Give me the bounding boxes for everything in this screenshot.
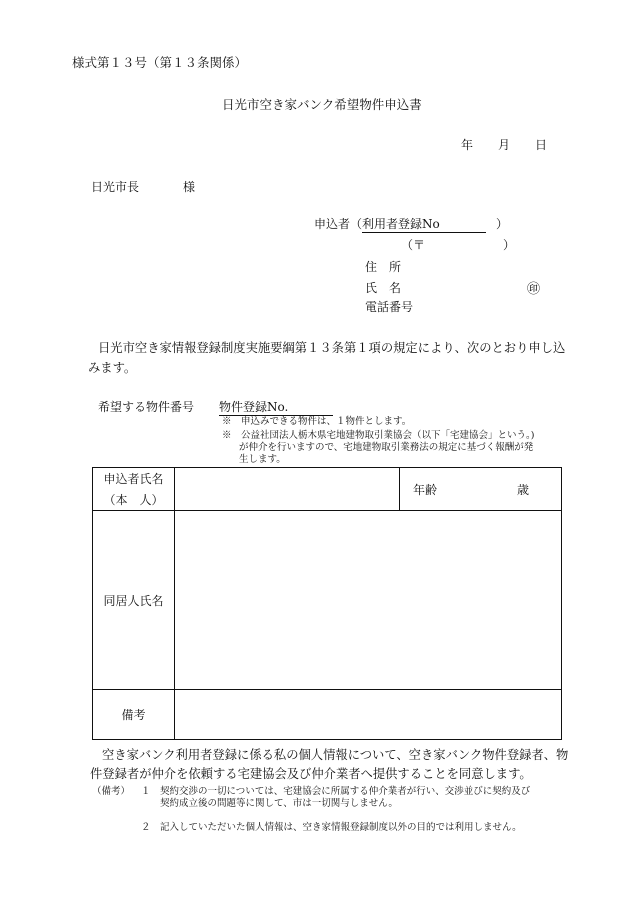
cohabitant-input[interactable] (175, 511, 562, 690)
property-registration-field[interactable] (219, 398, 333, 416)
property-note-2-cont: が仲介を行いますので、宅地建物取引業務法の規定に基づく報酬が発 (239, 442, 534, 453)
remarks-label: 備考 (121, 708, 146, 722)
body-text-line1: 日光市空き家情報登録制度実施要綱第１３条第１項の規定により、次のとおり申し込 (98, 341, 566, 355)
seal-mark-icon: ㊞ (527, 282, 541, 297)
form-number: 様式第１３号（第１３条関係） (72, 55, 248, 70)
cohabitant-row (93, 511, 562, 690)
document-title: 日光市空き家バンク希望物件申込書 (222, 97, 422, 112)
addressee-name: 日光市長 (91, 180, 140, 194)
age-unit: 歳 (516, 482, 529, 497)
consent-line1: 空き家バンク利用者登録に係る私の個人情報について、空き家バンク物件登録者、物 (102, 748, 569, 762)
remarks-input[interactable] (175, 690, 562, 740)
property-note-1: ※ 申込みできる物件は、１物件とします。 (222, 416, 412, 427)
property-note-2-end: 生します。 (239, 454, 286, 465)
age-label-cell (400, 468, 451, 511)
applicant-name-input[interactable] (175, 468, 400, 511)
postal-code-label: （〒 (401, 238, 426, 252)
age-label: 年齢 (412, 482, 437, 497)
applicant-info (314, 215, 508, 233)
applicant-self-label: （本 人） (103, 493, 164, 507)
date-year-label: 年 (461, 138, 474, 152)
date-day-label: 日 (535, 138, 548, 152)
consent-line2: 件登録者が仲介を依頼する宅建協会及び仲介業者へ提供することを同意します。 (90, 767, 532, 781)
applicant-table (92, 467, 562, 740)
applicant-name-header (93, 468, 175, 511)
property-note-2: ※ 公益社団法人栃木県宅地建物取引業協会（以下「宅建協会」という。) (222, 430, 535, 441)
user-registration-field[interactable] (362, 215, 486, 233)
remarks-row (93, 690, 562, 740)
applicant-name-label: 申込者氏名 (103, 472, 164, 486)
property-registration-label: 物件登録No. (219, 400, 289, 414)
cohabitant-label: 同居人氏名 (103, 593, 164, 608)
phone-label: 電話番号 (365, 300, 414, 314)
addressee-honorific: 様 (183, 180, 196, 194)
address-label: 住 所 (365, 260, 402, 274)
date-month-label: 月 (498, 138, 511, 152)
postal-close-paren: ） (503, 238, 516, 252)
age-input[interactable] (450, 468, 562, 511)
postal-code-field[interactable] (401, 236, 515, 253)
note-1-line1: 契約交渉の一切については、宅建協会に所属する仲介業者が行い、交渉並びに契約及び (160, 786, 531, 797)
property-number-label: 希望する物件番号 (98, 400, 195, 414)
note-1-line2: 契約成立後の問題等に関して、市は一切関与しません。 (160, 798, 398, 809)
name-label: 氏 名 (365, 281, 402, 295)
notes-label: （備考） (92, 786, 131, 797)
cohabitant-label-cell (93, 511, 175, 690)
applicant-label: 申込者（ (314, 217, 363, 231)
note-2-text: 記入していただいた個人情報は、空き家情報登録制度以外の目的では利用しません。 (160, 822, 522, 833)
remarks-label-cell (93, 690, 175, 740)
note-1-number: １ (141, 786, 151, 797)
note-2-number: ２ (141, 822, 151, 833)
applicant-close-paren: ） (496, 217, 509, 231)
body-text-line2: みます。 (88, 361, 137, 375)
applicant-row (93, 468, 562, 511)
user-registration-label: 利用者登録No (362, 217, 440, 231)
